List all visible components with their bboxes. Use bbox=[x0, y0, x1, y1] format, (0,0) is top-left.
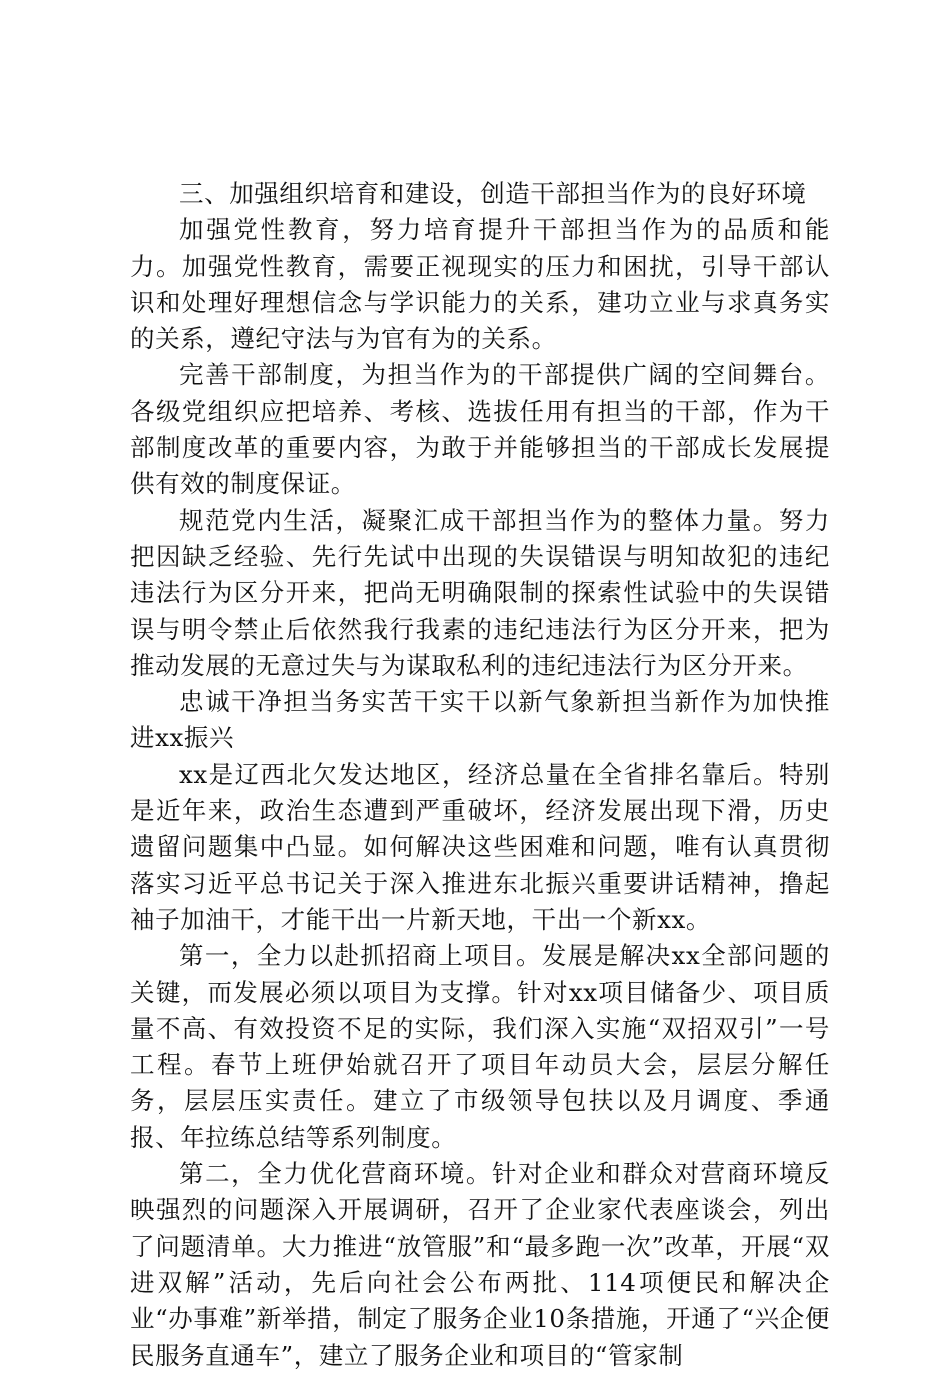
paragraph-first-point: 第一，全力以赴抓招商上项目。发展是解决xx全部问题的关键，而发展必须以项目为支撑。针对xx项目储备少、项目质量不高、有效投资不足的实际，我们深入实施“双招双引”一号工程。春节上班伊始就召开了项目年动员大会，层层分解任务，层层压实责任。建立了市级领导包扶以及月调度、季通报、年拉练总结等系列制度。 bbox=[130, 941, 830, 1152]
paragraph-intro: xx是辽西北欠发达地区，经济总量在全省排名靠后。特别是近年来，政治生态遭到严重破坏，经济发展出现下滑，历史遗留问题集中凸显。如何解决这些困难和问题，唯有认真贯彻落实习近平总书记关于深入推进东北振兴重要讲话精神，撸起袖子加油干，才能干出一片新天地，干出一个新xx。 bbox=[130, 759, 830, 934]
paragraph-party-education: 加强党性教育，努力培育提升干部担当作为的品质和能力。加强党性教育，需要正视现实的压力和困扰，引导干部认识和处理好理想信念与学识能力的关系，建功立业与求真务实的关系，遵纪守法与为官有为的关系。 bbox=[130, 215, 830, 354]
article-title: 忠诚干净担当务实苦干实干以新气象新担当新作为加快推进xx振兴 bbox=[130, 687, 830, 753]
paragraph-second-point: 第二，全力优化营商环境。针对企业和群众对营商环境反映强烈的问题深入开展调研，召开了企业家代表座谈会，列出了问题清单。大力推进“放管服”和“最多跑一次”改革，开展“双进双解”活动，先后向社会公布两批、114项便民和解决企业“办事难”新举措，制定了服务企业10条措施，开通了“兴企便民服务直通车”，建立了服务企业和项目的“管家制 bbox=[130, 1159, 830, 1370]
section-heading: 三、加强组织培育和建设，创造干部担当作为的良好环境 bbox=[179, 179, 807, 208]
paragraph-party-life: 规范党内生活，凝聚汇成干部担当作为的整体力量。努力把因缺乏经验、先行先试中出现的失误错误与明知故犯的违纪违法行为区分开来，把尚无明确限制的探索性试验中的失误错误与明令禁止后依然我行我素的违纪违法行为区分开来，把为推动发展的无意过失与为谋取私利的违纪违法行为区分开来。 bbox=[130, 505, 830, 680]
paragraph-cadre-system: 完善干部制度，为担当作为的干部提供广阔的空间舞台。各级党组织应把培养、考核、选拔任用有担当的干部，作为干部制度改革的重要内容，为敢于并能够担当的干部成长发展提供有效的制度保证。 bbox=[130, 360, 830, 499]
document-body bbox=[130, 176, 830, 1374]
